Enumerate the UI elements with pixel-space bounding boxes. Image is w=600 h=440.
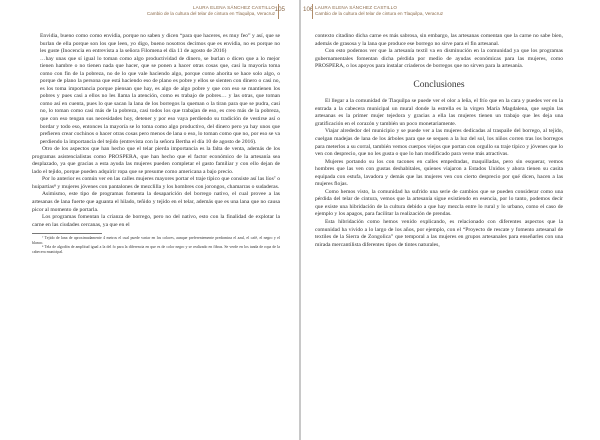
body-paragraph: Con esto podemos ver que la artesanía textil va en disminución en la comunidad ya que los programas gubernamentales fomentan dicha pérdida por medio de ayudas económicas para las mujeres, como PROSPERA, o los apoyos para instalar criaderos de borregos que no sirven para la artesanía. <box>315 48 563 70</box>
body-paragraph: Por lo anterior es común ver en las calles mujeres mayores portar el traje típico que consiste así las líos⁷ o huipartias⁸ y mujeres jóvenes con pantalones de mezclilla y los hombres con jorongos, chamarras o sudaderas. <box>32 176 280 190</box>
header-author: LAURA ELENA SÁNCHEZ CASTILLO <box>192 5 275 10</box>
left-page-header <box>35 5 275 25</box>
right-page-header <box>315 5 565 25</box>
left-page-number: 105 <box>274 6 285 13</box>
quote-paragraph: …hay unas que sí igual lo toman como algo productividad de dinero, se burlan o dicen que a lo mejor tienen hambre o no tienen nada que hacer, que se ponen a hacer otras cosas que, casi la mayoría toma como con fin de la pobreza, no de lo que vale haciendo algo, porque como ahorita se hace solo algo, o porque de plano la persona que está haciendo eso de plano es pobre y ellos se sienten con dinero o casi no, es los toma importancia porque piensan que hay, es algo de algo pobre y que con eso se mantienen los pobres y pues casi a ellos no les llama la atención, como es trabajo de pobres… y las otras, que toman como así en cuenta, pues lo que sacan la lana de los borregos la queman o la tiran para que se pudra, casi no, lo toman como casi más de la pobreza, casi todos los que trabajan de eso, es creo más de la pobreza, que con eso tengan sus necesidades hoy, detener y por eso vaya perdiendo su tradición de vestirse así o bordar y todo eso, entonces la mayoría se lo toma como algo productivo, del dinero pero ya hay unos que prefieren crear cochinos o hacer otras cosas pero menos de lana o eso, lo toman como que no, por eso se va perdiendo la importancia del tejido (entrevista con la señora Bertha el día 10 de agosto de 2016). <box>40 55 280 145</box>
body-paragraph: Esta hibridación como hemos venido explicando, es relacionado con diferentes aspectos que la comunidad ha vivido a lo largo de los años, por ejemplo, con el “Proyecto de rescate y fomento artesanal de textiles de la Sierra de Zongolica” que temporal a las mujeres en grupos artesanales para enseñarles con una mirada mercantilista diferentes tipos de tintes naturales, <box>315 219 563 248</box>
right-page-number: 106 <box>303 6 314 13</box>
header-author: LAURA ELENA SÁNCHEZ CASTILLO <box>315 5 398 10</box>
footnote: ⁸ Tela de algodón de amplitud igual a la del fo para la diferencia en que es de color negro y se realizado en fibras. Se verde en los tanda de ropa de la cabecera municipal. <box>32 245 280 255</box>
header-book-title: Cambio de la cultura del telar de cintura en Tlaquilpa, Veracruz <box>315 11 444 16</box>
body-paragraph: Asimismo, este tipo de programas fomenta la desaparición del borrego nativo, el cual provee a las artesanas de lana fuerte que aguanta el hilado, teñido y tejido en el telar, además que es una lana que no causa picor al momento de portarla. <box>32 191 280 213</box>
header-divider <box>312 4 313 19</box>
body-paragraph: contexto citadino dicha carne es más sabrosa, sin embargo, las artesanas comentan que la carne no sabe bien, además de grasosa y la lana que produce ese borrego no sirve para el fin artesanal. <box>315 33 563 47</box>
left-page <box>0 0 299 440</box>
left-page-body <box>32 33 280 255</box>
right-page <box>301 0 600 440</box>
body-paragraph: Otro de los aspectos que han hecho que el telar pierda importancia es la falta de venta, además de los programas asistencialistas como PROSPERA, que han hecho que el factor económico de la artesanía sea desplazado, ya que gracias a esta ayuda las mujeres pueden completar el gasto familiar y con ello dejan de lado el tejido, porque pueden adquirir ropa que se presume como americana a bajo precio. <box>32 146 280 175</box>
footnote: ⁷ Tejido de lana de aproximadamente 4 metros el cual puede variar en los colores, aunque preferentemente predomina el azul, el café, el negro y el blanco. <box>32 235 280 245</box>
body-paragraph: Los programas fomentan la crianza de borrego, pero no del nativo, esto con la finalidad de explotar la carne en las ciudades cercanas, ya que en el <box>32 214 280 228</box>
body-paragraph: Mujeres portando su los con tacones en calles empedradas, maquilladas, pero sin esquerar, vemos hombres que las ven con gustas deshabitales, quienes viajaron a Estados Unidos y ahora tienen su casita equipada con estufa, lavadora y demás que las mujeres ven con cierto desprecio por qué dicen, hacen a las mujeres flojas. <box>315 158 563 188</box>
section-heading: Conclusiones <box>413 79 465 90</box>
body-paragraph: Como hemos visto, la comunidad ha sufrido una serie de cambios que se pueden considerar como una pérdida del telar de cintura, vemos que la artesanía sigue existiendo en esencia, por lo tanto, podemos decir que existe una hibridación de la cultura debido a que hay mezcla entre lo rural y lo urbano, como el caso de ejemplo y los apagos, para facilitar la realización de prendas. <box>315 188 563 218</box>
footnote-rule <box>32 233 102 234</box>
body-paragraph: Viajar alrededor del municipio y se puede ver a las mujeres dedicadas al traspaile del borrego, al tejido, cuelgan madejas de lana de los árboles para que se sequen a la luz del sol, los niños corren tras los borregos para meterlos a su corral, también vemos cuerpos viejos que portan con orgullo su traje típico y jóvenes que lo ven con desprecio, que no les gusta o que lo han modificado para verse más atractivas. <box>315 128 563 158</box>
header-book-title: Cambio de la cultura del telar de cintura en Tlaquilpa, Veracruz <box>146 11 275 16</box>
body-paragraph: El llegar a la comunidad de Tlaquilpa se puede ver el olor a leña, el frío que en la cara y puedes ver en la entrada a la cabecera municipal un mural donde la estrella es la virgen María Magdalena, que según las artesanas es la primer mujer tejedora y gracias a ella las mujeres tienen un trabajo que les deja una gratificación en el corazón y también un poco monetariamente. <box>315 98 563 127</box>
right-page-body <box>315 33 563 249</box>
quote-paragraph: Envidia, bueno como como envidia, porque no saben y dicen “para que haceres, es muy feo” y así, que se burlan de ella porque son los que leen, yo digo, bueno nosotros decimos que es envidia, no es porque no les guste (Inocencia en entrevista a la señora Filomena el día 11 de agosto de 2016) <box>40 33 280 55</box>
